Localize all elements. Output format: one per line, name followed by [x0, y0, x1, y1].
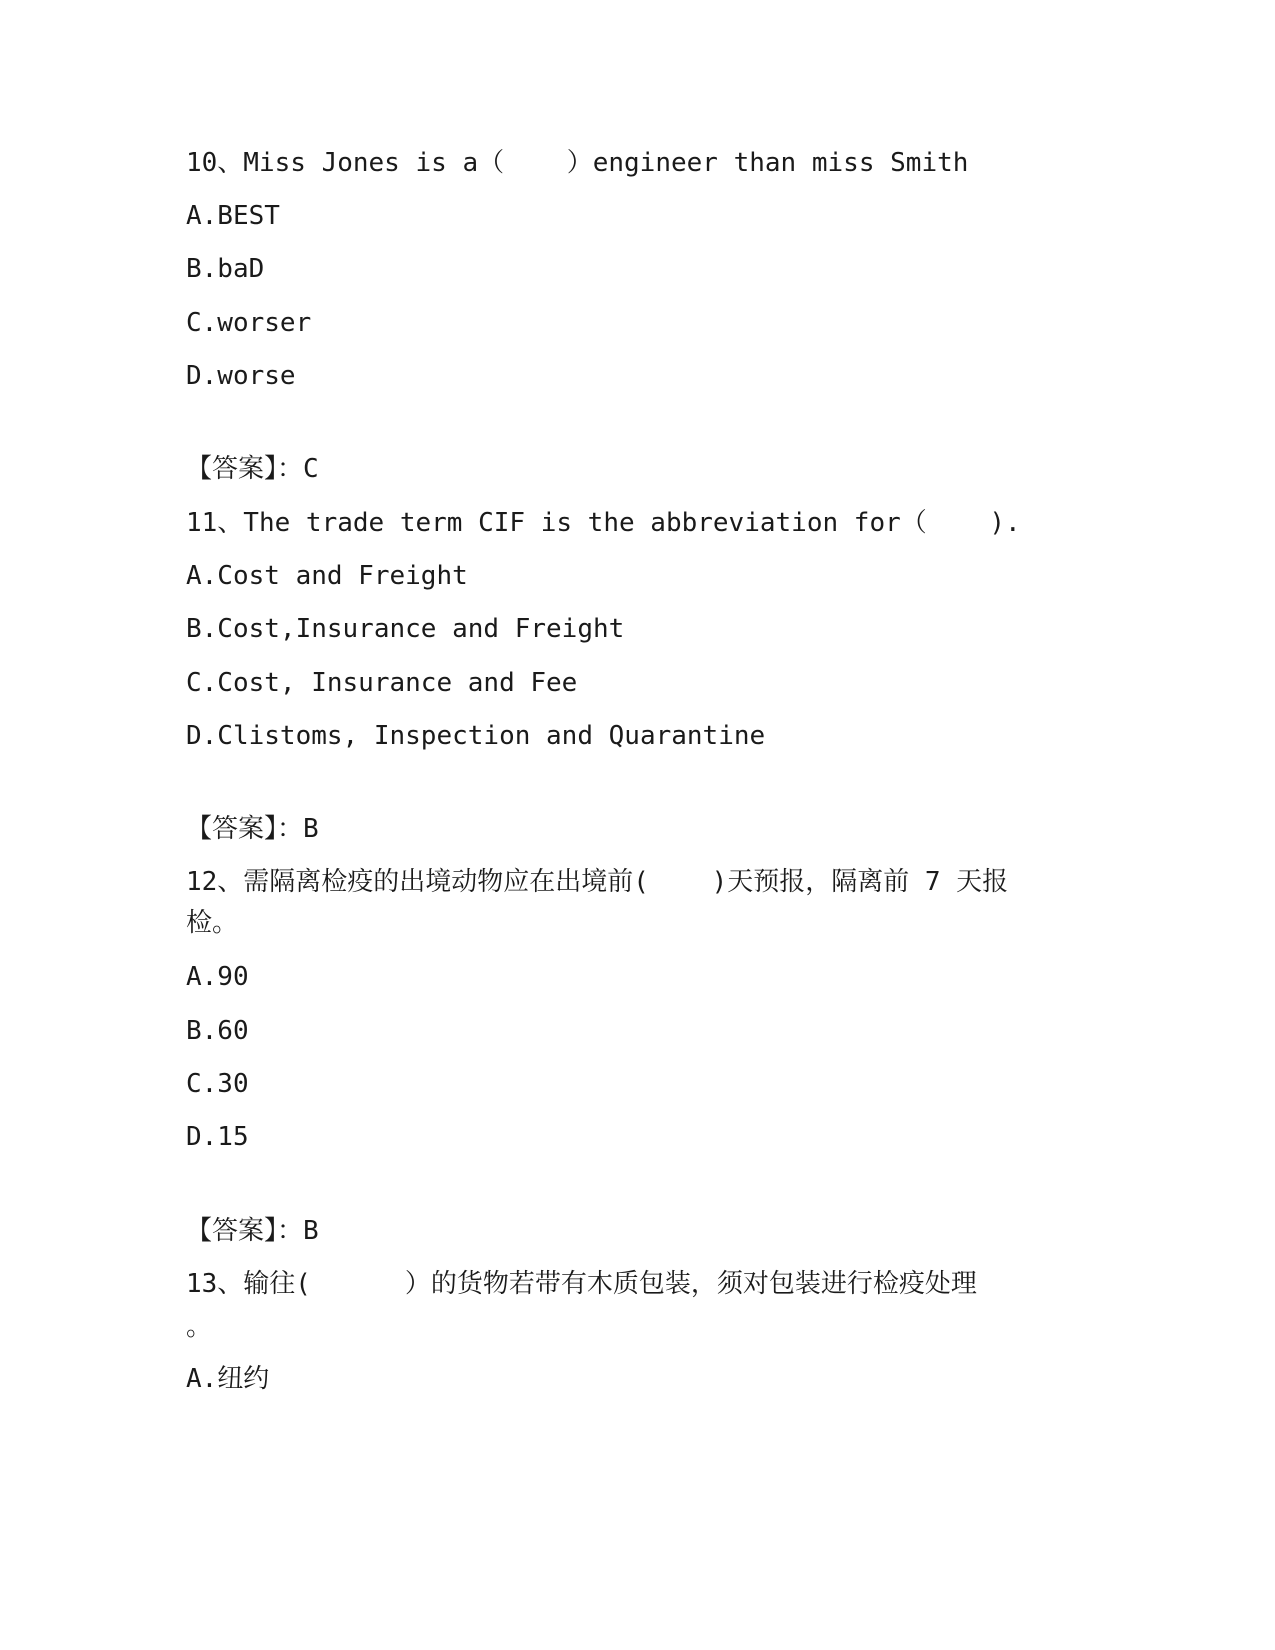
question-12-option-c: C.30: [186, 1069, 249, 1099]
question-13-option-a: A.纽约: [186, 1364, 270, 1394]
question-12-option-b: B.60: [186, 1016, 249, 1046]
question-12-option-a: A.90: [186, 962, 249, 992]
question-11-stem: 11、The trade term CIF is the abbreviation for（ ).: [186, 508, 1021, 538]
question-13-stem: 13、输往( ）的货物若带有木质包装，须对包装进行检疫处理: [186, 1269, 977, 1299]
question-11-option-b: B.Cost,Insurance and Freight: [186, 614, 625, 644]
question-13-stem-continued: 。: [186, 1312, 213, 1342]
question-12-answer: 【答案】：B: [186, 1216, 319, 1246]
question-10-option-d: D.worse: [186, 361, 296, 391]
question-10-option-a: A.BEST: [186, 201, 280, 231]
question-11-answer: 【答案】：B: [186, 814, 319, 844]
question-12-stem: 12、需隔离检疫的出境动物应在出境前( )天预报，隔离前 7 天报: [186, 867, 1009, 897]
question-12-stem-continued: 检。: [186, 908, 239, 938]
question-10-option-c: C.worser: [186, 308, 312, 338]
question-11-option-c: C.Cost, Insurance and Fee: [186, 668, 578, 698]
question-10-option-b: B.baD: [186, 254, 265, 284]
question-11-option-a: A.Cost and Freight: [186, 561, 468, 591]
question-11-option-d: D.Clistoms, Inspection and Quarantine: [186, 721, 766, 751]
question-12-option-d: D.15: [186, 1122, 249, 1152]
question-10-answer: 【答案】：C: [186, 454, 319, 484]
question-10-stem: 10、Miss Jones is a（ ）engineer than miss Smith: [186, 148, 969, 178]
